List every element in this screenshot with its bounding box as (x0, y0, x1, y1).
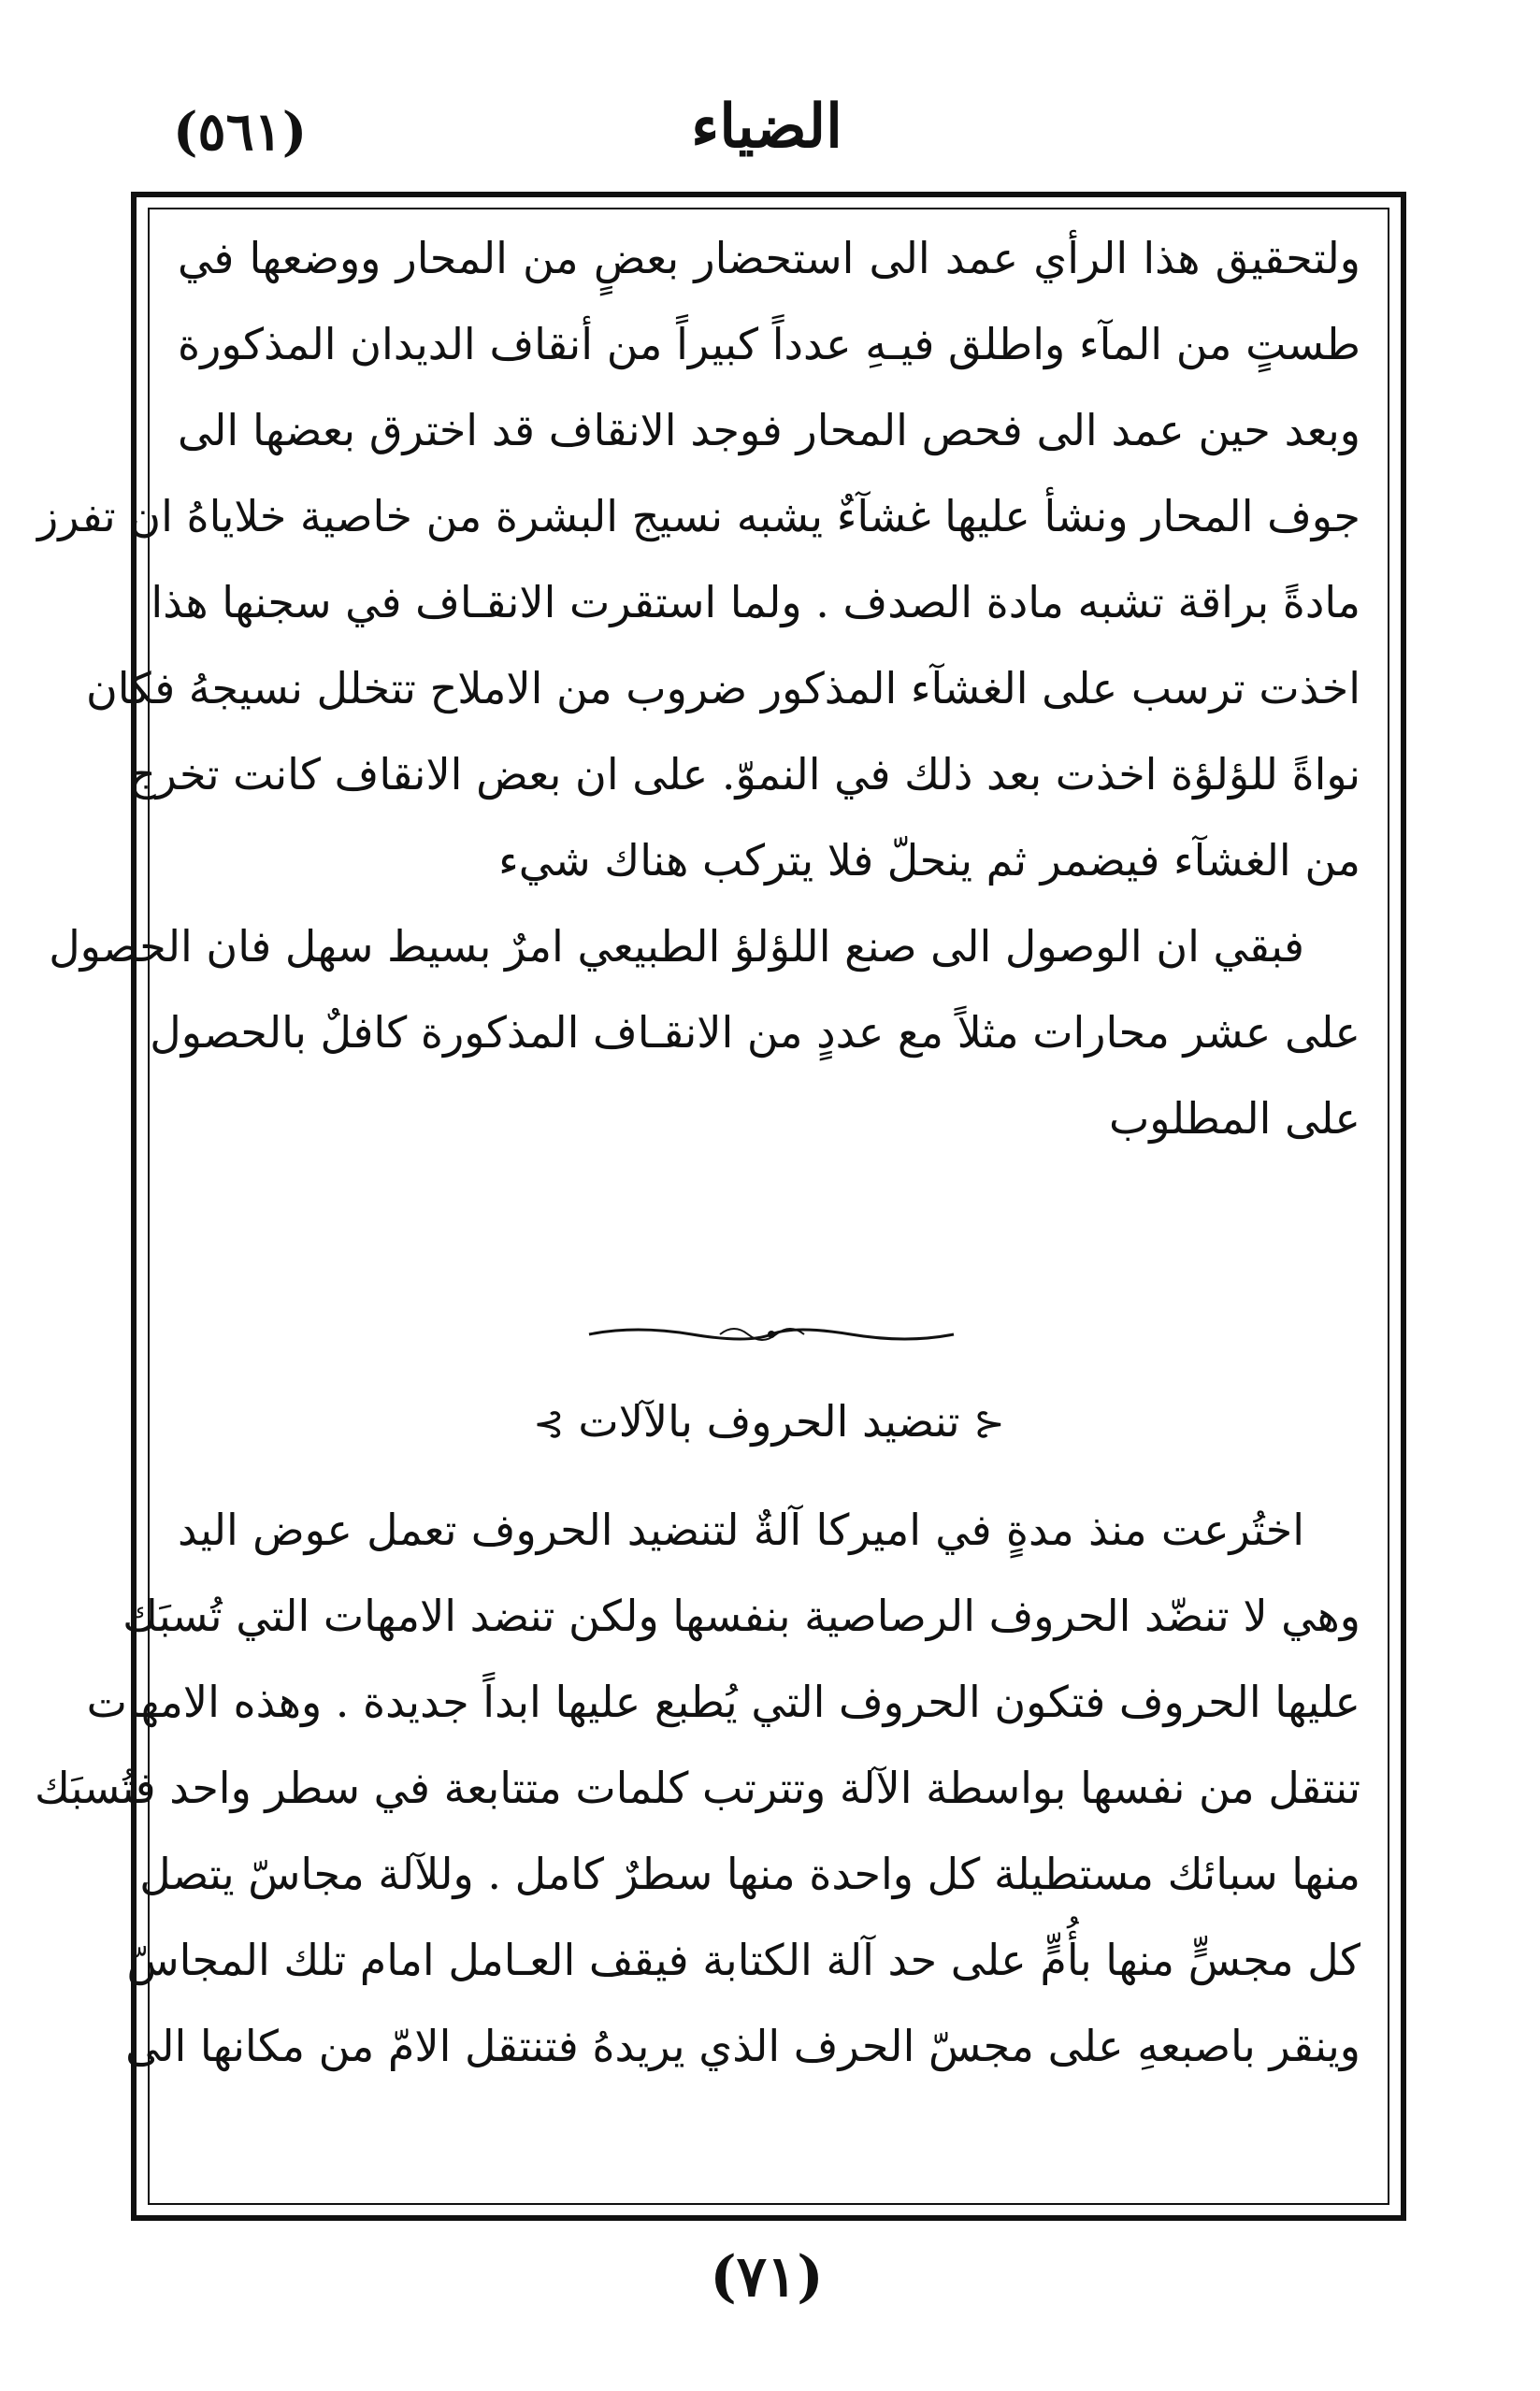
text-line: جوف المحار ونشأ عليها غشآءٌ يشبه نسيج البشرة من خاصية خلاياهُ ان تفرز (37, 491, 1360, 541)
text-line: اخذت ترسب على الغشآء المذكور ضروب من الاملاح تتخلل نسيجهُ فكان (86, 663, 1360, 713)
page-number-bottom: (٧١) (710, 2244, 824, 2310)
article-body-pearls (37, 215, 1360, 1161)
section-title-text: تنضيد الحروف بالآلات (578, 1396, 960, 1447)
page-number-top: (٥٦١) (173, 101, 308, 163)
text-line: وبعد حين عمد الى فحص المحار فوجد الانقاف قد اخترق بعضها الى (178, 405, 1360, 455)
article-body-typesetting (35, 1487, 1360, 2089)
page-header (0, 82, 1540, 185)
text-line: كل مجسٍّ منها بأُمٍّ على حد آلة الكتابة فيقف العـامل امام تلك المجاسّ (126, 1935, 1360, 1985)
text-line: تنتقل من نفسها بواسطة الآلة وتترتب كلمات متتابعة في سطر واحد فتُسبَك (35, 1763, 1360, 1813)
journal-title: الضياء (691, 92, 842, 162)
ornament-icon: ⊱ (533, 1403, 565, 1446)
text-line: فبقي ان الوصول الى صنع اللؤلؤ الطبيعي امرٌ بسيط سهل فان الحصول (49, 921, 1304, 972)
text-line: ولتحقيق هذا الرأي عمد الى استحضار بعضٍ من المحار ووضعها في (178, 233, 1360, 283)
text-line: عليها الحروف فتكون الحروف التي يُطبع عليها ابداً جديدة . وهذه الامهات (86, 1677, 1360, 1727)
text-line: من الغشآء فيضمر ثم ينحلّ فلا يتركب هناك شيء (498, 835, 1360, 886)
section-divider-ornament (580, 1320, 963, 1348)
text-line: منها سبائك مستطيلة كل واحدة منها سطرٌ كامل . وللآلة مجاسّ يتصل (139, 1849, 1360, 1899)
text-line: اختُرعت منذ مدةٍ في اميركا آلةٌ لتنضيد الحروف تعمل عوض اليد (178, 1505, 1304, 1555)
section-heading (178, 1384, 1360, 1459)
ornament-icon: ⊰ (973, 1403, 1005, 1446)
text-line: نواةً للؤلؤة اخذت بعد ذلك في النموّ. على ان بعض الانقاف كانت تخرج (127, 749, 1360, 799)
text-line: وهي لا تنضّد الحروف الرصاصية بنفسها ولكن تنضد الامهات التي تُسبَك (122, 1591, 1360, 1641)
text-line: وينقر باصبعهِ على مجسّ الحرف الذي يريدهُ فتنتقل الامّ من مكانها الى (125, 2021, 1360, 2071)
text-line: طستٍ من المآء واطلق فيـهِ عدداً كبيراً من أنقاف الديدان المذكورة (178, 319, 1360, 369)
text-line: على المطلوب (1108, 1093, 1360, 1144)
text-line: مادةً براقة تشبه مادة الصدف . ولما استقرت الانقـاف في سجنها هذا (151, 577, 1360, 627)
text-line: على عشر محارات مثلاً مع عددٍ من الانقـاف المذكورة كافلٌ بالحصول (150, 1007, 1360, 1058)
